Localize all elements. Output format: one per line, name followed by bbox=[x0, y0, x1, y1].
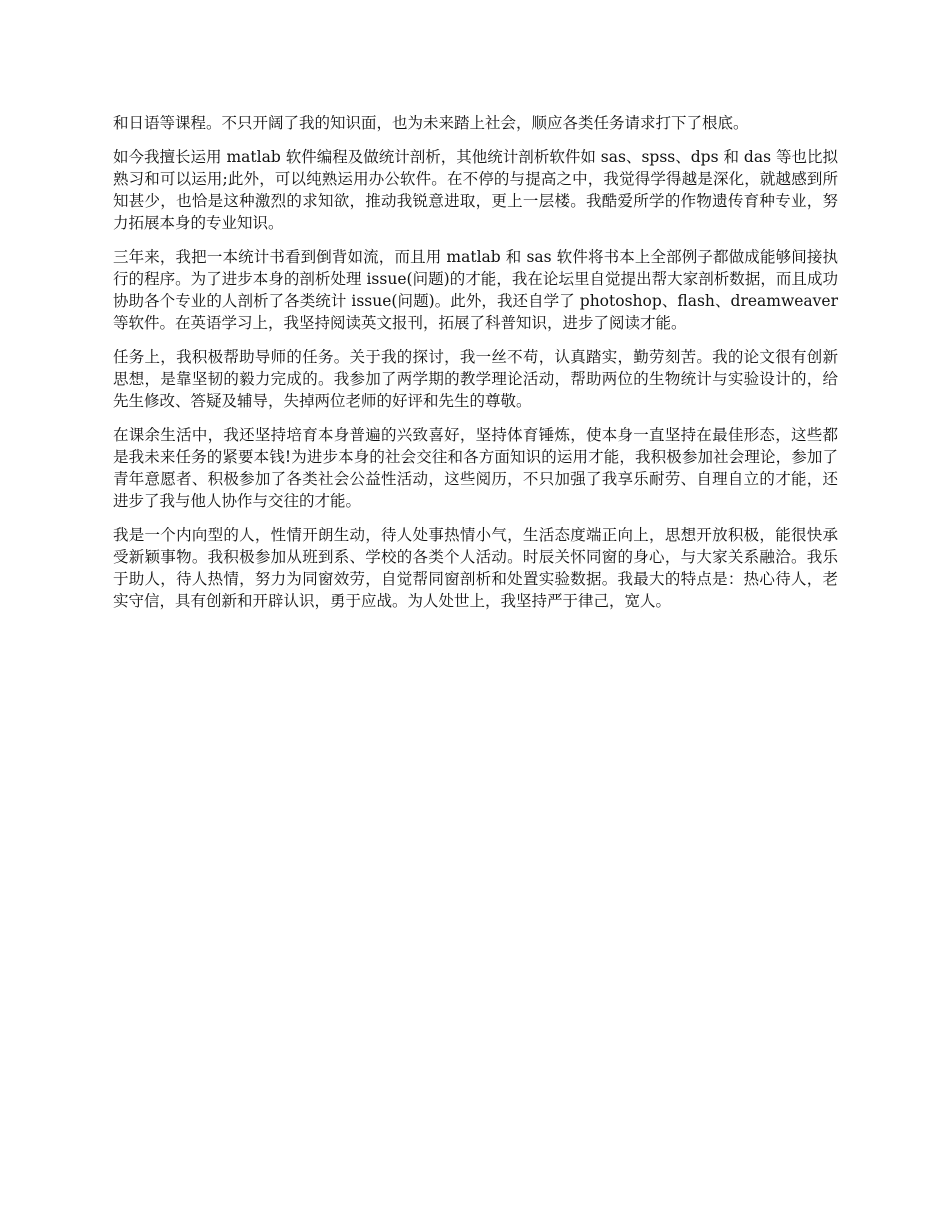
paragraph-3: 三年来，我把一本统计书看到倒背如流，而且用 matlab 和 sas 软件将书本上全部例子都做成能够间接执行的程序。为了进步本身的剖析处理 issue(问题)的才能，我在论坛里自觉提出帮大家剖析数据，而且成功协助各个专业的人剖析了各类统计 issue(问题)。此外，我还自学了 photoshop、flash、dreamweaver 等软件。在英语学习上，我坚持阅读英文报刊，拓展了科普知识，进步了阅读才能。 bbox=[113, 248, 838, 332]
document-body bbox=[113, 112, 838, 624]
paragraph-1: 和日语等课程。不只开阔了我的知识面，也为未来踏上社会，顺应各类任务请求打下了根底。 bbox=[113, 114, 749, 132]
paragraph-5: 在课余生活中，我还坚持培育本身普遍的兴致喜好，坚持体育锤炼，使本身一直坚持在最佳形态，这些都是我未来任务的紧要本钱!为进步本身的社会交往和各方面知识的运用才能，我积极参加社会理论，参加了青年意愿者、积极参加了各类社会公益性活动，这些阅历，不只加强了我享乐耐劳、自理自立的才能，还进步了我与他人协作与交往的才能。 bbox=[113, 426, 838, 510]
paragraph-6: 我是一个内向型的人，性情开朗生动，待人处事热情小气，生活态度端正向上，思想开放积极，能很快承受新颖事物。我积极参加从班到系、学校的各类个人活动。时辰关怀同窗的身心，与大家关系融洽。我乐于助人，待人热情，努力为同窗效劳，自觉帮同窗剖析和处置实验数据。我最大的特点是：热心待人，老实守信，具有创新和开辟认识，勇于应战。为人处世上，我坚持严于律己，宽人。 bbox=[113, 526, 838, 610]
paragraph-4: 任务上，我积极帮助导师的任务。关于我的探讨，我一丝不苟，认真踏实，勤劳刻苦。我的论文很有创新思想，是靠坚韧的毅力完成的。我参加了两学期的教学理论活动，帮助两位的生物统计与实验设计的，给先生修改、答疑及辅导，失掉两位老师的好评和先生的尊敬。 bbox=[113, 348, 838, 410]
paragraph-2: 如今我擅长运用 matlab 软件编程及做统计剖析，其他统计剖析软件如 sas、spss、dps 和 das 等也比拟熟习和可以运用;此外，可以纯熟运用办公软件。在不停的与提高之中，我觉得学得越是深化，就越感到所知甚少，也恰是这种激烈的求知欲，推动我锐意进取，更上一层楼。我酷爱所学的作物遗传育种专业，努力拓展本身的专业知识。 bbox=[113, 148, 838, 232]
